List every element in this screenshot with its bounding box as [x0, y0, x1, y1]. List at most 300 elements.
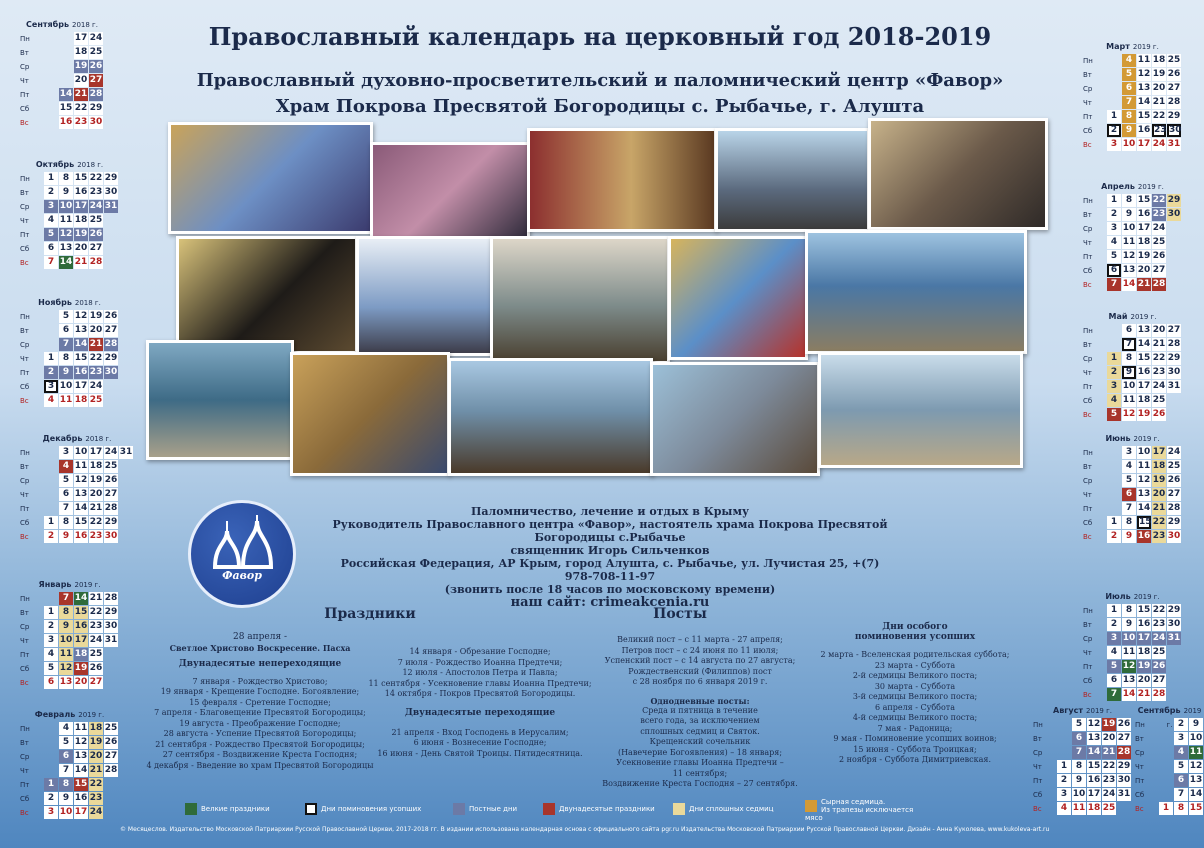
day-cell: [1107, 446, 1121, 459]
weekday-label: Вс: [20, 679, 29, 687]
day-cell: 16: [59, 117, 73, 127]
day-cell: 30: [1167, 531, 1181, 541]
holidays-title: Праздники: [324, 606, 416, 622]
day-cell: 6: [1122, 324, 1136, 337]
day-cell: 15: [74, 517, 88, 527]
fasts-list: [585, 635, 815, 688]
day-cell: 30: [1167, 367, 1181, 377]
day-cell: 16: [1137, 531, 1151, 541]
month-calendar: [1083, 432, 1182, 544]
day-cell: [1107, 82, 1121, 95]
day-cell: 2: [44, 530, 58, 543]
day-cell: 1: [44, 352, 58, 365]
weekday-label: Пт: [1083, 253, 1093, 261]
day-cell: 5: [1107, 408, 1121, 421]
day-cell: 15: [1137, 111, 1151, 121]
day-cell: 16: [74, 621, 88, 631]
organization-heading: [0, 68, 1200, 120]
day-cell: 20: [89, 751, 103, 761]
month-title: Сентябрь 2019 г.: [1137, 706, 1202, 729]
day-cell: 8: [59, 352, 73, 365]
week-row: [1135, 788, 1204, 802]
day-cell: [1057, 746, 1071, 759]
day-cell: 10: [59, 807, 73, 817]
day-cell: 27: [1167, 325, 1181, 335]
day-cell: 4: [1107, 236, 1121, 249]
day-cell: 18: [74, 47, 88, 57]
week-row: [20, 764, 119, 778]
weekday-label: Пт: [1083, 113, 1093, 121]
weekday-label: Пн: [1083, 197, 1093, 205]
day-cell: [1107, 68, 1121, 81]
day-cell: 11: [74, 461, 88, 471]
day-cell: [1167, 660, 1181, 673]
day-cell: 7: [1072, 746, 1086, 759]
day-cell: 2: [44, 366, 58, 379]
week-row: [1083, 110, 1182, 124]
call-time-note: (звонить после 18 часов по московскому времени): [444, 583, 776, 596]
day-cell: 16: [74, 187, 88, 197]
weekday-label: Пт: [20, 91, 30, 99]
month-calendar: [1135, 704, 1204, 816]
legend-cheese: Сырная седмица. Из трапезы исключается мясо: [805, 798, 914, 822]
day-cell: 25: [1152, 237, 1166, 247]
month-title: Февраль 2019 г.: [34, 710, 105, 719]
day-cell: 13: [1087, 733, 1101, 743]
day-cell: 16: [1137, 619, 1151, 629]
day-cell: 22: [1152, 517, 1166, 527]
easter-date: 28 апреля -: [232, 632, 288, 642]
week-row: [20, 722, 119, 736]
day-cell: 3: [44, 806, 58, 819]
day-cell: 5: [1072, 718, 1086, 731]
day-cell: [44, 750, 58, 763]
day-cell: 27: [89, 243, 103, 253]
week-row: [1083, 68, 1182, 82]
legend-fast: Постные дни: [453, 803, 517, 815]
day-cell: 4: [1107, 394, 1121, 407]
day-cell: 4: [59, 460, 73, 473]
day-cell: 2: [1057, 774, 1071, 787]
weekday-label: Ср: [20, 623, 30, 631]
day-cell: 25: [89, 395, 103, 405]
day-cell: 3: [1107, 632, 1121, 645]
day-cell: 20: [1152, 83, 1166, 93]
weekday-label: Сб: [1083, 397, 1093, 405]
day-cell: 9: [1122, 530, 1136, 543]
day-cell: 7: [1122, 338, 1136, 351]
day-cell: 7: [1122, 96, 1136, 109]
day-cell: 24: [89, 33, 103, 43]
weekday-label: Пт: [1083, 663, 1093, 671]
day-cell: 31: [1167, 139, 1181, 149]
week-row: [20, 394, 119, 408]
day-cell: 26: [104, 311, 118, 321]
day-cell: [1107, 474, 1121, 487]
day-cell: 11: [1122, 395, 1136, 405]
day-cell: 31: [1117, 789, 1131, 799]
day-cell: 13: [1122, 675, 1136, 685]
day-cell: 15: [1087, 761, 1101, 771]
fixed-holidays-title: Двунадесятые непереходящие: [178, 658, 342, 669]
weekday-label: Ср: [1083, 477, 1093, 485]
month-title: Декабрь 2018 г.: [42, 434, 112, 443]
day-cell: 19: [1137, 661, 1151, 671]
day-cell: 5: [59, 736, 73, 749]
day-cell: 27: [1152, 675, 1166, 685]
day-cell: [119, 530, 133, 543]
day-cell: 17: [89, 447, 103, 457]
day-cell: 4: [44, 648, 58, 661]
legend: [185, 797, 945, 821]
week-row: [20, 242, 119, 256]
day-cell: 6: [59, 750, 73, 763]
list-item: 11 сентября - Усекновение главы Иоанна Предтечи;: [368, 678, 592, 688]
day-cell: 24: [89, 381, 103, 391]
oneday-fasts-list: [585, 706, 815, 790]
church-domes-icon: [205, 515, 281, 571]
day-cell: 1: [1159, 802, 1173, 815]
week-row: [20, 310, 119, 324]
day-cell: [1107, 338, 1121, 351]
day-cell: 15: [74, 607, 88, 617]
day-cell: [1167, 394, 1181, 407]
week-row: [20, 214, 119, 228]
month-title: Ноябрь 2018 г.: [38, 298, 101, 307]
day-cell: 10: [1122, 223, 1136, 233]
list-item: 7 июля - Рождество Иоанна Предтечи;: [397, 657, 563, 667]
day-cell: [44, 460, 58, 473]
day-cell: 12: [74, 737, 88, 747]
day-cell: 9: [1122, 366, 1136, 379]
day-cell: 20: [1137, 265, 1151, 275]
weekday-label: Вт: [1083, 621, 1092, 629]
temple-line: Храм Покрова Пресвятой Богородицы с. Рыбачье, г. Алушта: [275, 96, 925, 117]
day-cell: [104, 806, 118, 819]
weekday-label: Вт: [1033, 735, 1042, 743]
weekday-label: Вт: [20, 327, 29, 335]
day-cell: 27: [1167, 489, 1181, 499]
day-cell: 22: [74, 103, 88, 113]
day-cell: 10: [74, 447, 88, 457]
day-cell: 13: [1137, 325, 1151, 335]
day-cell: 18: [89, 461, 103, 471]
day-cell: 9: [59, 366, 73, 379]
day-cell: 6: [44, 242, 58, 255]
weekday-label: Вт: [20, 463, 29, 471]
day-cell: [119, 474, 133, 487]
day-cell: 30: [104, 621, 118, 631]
week-row: [20, 502, 134, 516]
day-cell: 10: [1122, 381, 1136, 391]
day-cell: 13: [74, 325, 88, 335]
day-cell: 18: [1087, 803, 1101, 813]
day-cell: 14: [1087, 747, 1101, 757]
weekday-label: Чт: [20, 77, 29, 85]
month-calendar: [20, 708, 119, 820]
weekday-label: Пн: [20, 449, 30, 457]
other-holidays-list: [360, 647, 600, 700]
day-cell: 3: [1107, 138, 1121, 151]
day-cell: 20: [1152, 325, 1166, 335]
day-cell: [44, 736, 58, 749]
day-cell: 18: [74, 649, 88, 659]
fasts-title: Посты: [653, 606, 707, 622]
day-cell: 3: [44, 380, 58, 393]
photo-procession-ship: [448, 358, 653, 476]
week-row: [20, 256, 119, 270]
photo-blessing-crowd: [650, 362, 820, 476]
weekday-label: Чт: [1083, 239, 1092, 247]
list-item: Воздвижение Креста Господня – 27 сентября.: [602, 779, 798, 788]
day-cell: 28: [104, 339, 118, 349]
day-cell: 27: [104, 325, 118, 335]
day-cell: 12: [59, 663, 73, 673]
day-cell: 14: [1122, 689, 1136, 699]
day-cell: 12: [1137, 475, 1151, 485]
day-cell: 7: [1107, 688, 1121, 701]
week-row: [20, 634, 119, 648]
day-cell: [44, 446, 58, 459]
day-cell: 15: [59, 103, 73, 113]
day-cell: 31: [104, 635, 118, 645]
day-cell: 25: [104, 723, 118, 733]
day-cell: 16: [74, 367, 88, 377]
day-cell: [104, 380, 118, 393]
day-cell: 24: [1152, 139, 1166, 149]
day-cell: 15: [74, 353, 88, 363]
address-line: Российская Федерация, АР Крым, город Алушта, с. Рыбачье, ул. Лучистая 25, +(7) 978-708-11-97: [340, 557, 880, 583]
day-cell: 5: [1107, 660, 1121, 673]
day-cell: 1: [1107, 194, 1121, 207]
month-calendar: [20, 578, 119, 690]
website-link[interactable]: наш сайт: crimeakcenia.ru: [510, 595, 710, 610]
day-cell: 17: [74, 807, 88, 817]
easter-name: Светлое Христово Воскресение. Пасха: [169, 642, 351, 653]
week-row: [20, 488, 134, 502]
week-row: [1083, 632, 1182, 646]
weekday-label: Ср: [1083, 85, 1093, 93]
weekday-label: Пн: [1033, 721, 1043, 729]
weekday-label: Ср: [1083, 635, 1093, 643]
day-cell: 9: [59, 530, 73, 543]
week-row: [20, 116, 104, 130]
memorial-block: [805, 622, 1025, 766]
day-cell: [1167, 646, 1181, 659]
day-cell: 8: [59, 606, 73, 619]
day-cell: 29: [1167, 111, 1181, 121]
weekday-label: Сб: [1135, 791, 1145, 799]
day-cell: 3: [1057, 788, 1071, 801]
day-cell: 25: [1102, 803, 1116, 813]
day-cell: 21: [1152, 97, 1166, 107]
weekday-label: Сб: [1083, 127, 1093, 135]
month-calendar: [1083, 590, 1182, 702]
day-cell: [44, 60, 58, 73]
day-cell: 24: [89, 201, 103, 211]
day-cell: 14: [74, 593, 88, 603]
day-cell: 23: [89, 793, 103, 803]
weekday-label: Ср: [1033, 749, 1043, 757]
list-item: 2 марта - Вселенская родительская суббота;: [820, 650, 1010, 659]
day-cell: 23: [1152, 619, 1166, 629]
week-row: [1033, 732, 1132, 746]
week-row: [20, 380, 119, 394]
week-row: [1083, 194, 1182, 208]
day-cell: 28: [1117, 747, 1131, 757]
month-title: Сентябрь 2018 г.: [26, 20, 98, 29]
day-cell: 5: [1107, 250, 1121, 263]
weekday-label: Чт: [1083, 369, 1092, 377]
day-cell: 2: [1107, 366, 1121, 379]
weekday-label: Пн: [20, 175, 30, 183]
day-cell: 16: [74, 531, 88, 541]
photo-hall-meeting: [370, 142, 530, 242]
day-cell: 6: [1107, 674, 1121, 687]
day-cell: 20: [89, 489, 103, 499]
weekday-label: Чт: [1083, 649, 1092, 657]
day-cell: 19: [74, 663, 88, 673]
day-cell: 7: [59, 764, 73, 777]
day-cell: 5: [59, 310, 73, 323]
day-cell: 4: [59, 722, 73, 735]
day-cell: 17: [74, 201, 88, 211]
day-cell: 12: [59, 229, 73, 239]
week-row: [20, 516, 134, 530]
day-cell: 16: [1137, 367, 1151, 377]
weekday-label: Вс: [20, 259, 29, 267]
photo-priest-icon: [527, 128, 717, 232]
week-row: [1083, 646, 1182, 660]
moving-holidays-list: [360, 728, 600, 760]
week-row: [1135, 746, 1204, 760]
priest-name: священник Игорь Сильченков: [510, 544, 710, 557]
weekday-label: Вс: [1033, 805, 1042, 813]
weekday-label: Чт: [1083, 99, 1092, 107]
weekday-label: Пт: [20, 781, 30, 789]
page-title: Православный календарь на церковный год 2018-2019: [208, 22, 992, 51]
month-title: Июнь 2019 г.: [1105, 434, 1160, 443]
week-row: [1083, 82, 1182, 96]
day-cell: [1057, 718, 1071, 731]
week-row: [20, 662, 119, 676]
day-cell: [44, 88, 58, 101]
weekday-label: Вт: [1083, 341, 1092, 349]
week-row: [1083, 124, 1182, 138]
day-cell: 25: [1152, 647, 1166, 657]
weekday-label: Пт: [20, 369, 30, 377]
day-cell: 28: [1167, 97, 1181, 107]
day-cell: 24: [1102, 789, 1116, 799]
week-row: [1135, 732, 1204, 746]
month-title: Январь 2019 г.: [38, 580, 101, 589]
week-row: [1083, 502, 1182, 516]
day-cell: 26: [1152, 409, 1166, 419]
day-cell: [104, 676, 118, 689]
day-cell: 20: [74, 75, 88, 85]
day-cell: [119, 488, 133, 501]
day-cell: 12: [74, 311, 88, 321]
weekday-label: Пт: [1033, 777, 1043, 785]
day-cell: 18: [1137, 395, 1151, 405]
day-cell: 13: [1189, 775, 1203, 785]
day-cell: 23: [1102, 775, 1116, 785]
day-cell: 14: [74, 765, 88, 775]
week-row: [20, 446, 134, 460]
month-title: Март 2019 г.: [1106, 42, 1159, 51]
list-item: 4 декабря - Введение во храм Пресвятой Богородицы: [146, 760, 374, 770]
weekday-label: Пн: [1083, 327, 1093, 335]
weekday-label: Чт: [1083, 491, 1092, 499]
day-cell: [59, 60, 73, 73]
moving-holidays-title: Двунадесятые переходящие: [404, 707, 556, 718]
week-row: [1083, 54, 1182, 68]
day-cell: 24: [89, 635, 103, 645]
day-cell: 7: [1174, 788, 1188, 801]
weekday-label: Пн: [1135, 721, 1145, 729]
day-cell: [104, 228, 118, 241]
day-cell: 5: [1122, 474, 1136, 487]
day-cell: 29: [89, 103, 103, 113]
day-cell: 13: [74, 751, 88, 761]
week-row: [20, 474, 134, 488]
month-calendar: [20, 432, 134, 544]
day-cell: 10: [1072, 789, 1086, 799]
day-cell: 27: [104, 751, 118, 761]
day-cell: 7: [44, 256, 58, 269]
weekday-label: Ср: [20, 63, 30, 71]
photo-church-interior: [290, 352, 450, 476]
day-cell: 11: [59, 215, 73, 225]
day-cell: 11: [1122, 237, 1136, 247]
day-cell: 27: [1167, 83, 1181, 93]
day-cell: 2: [44, 186, 58, 199]
day-cell: [104, 792, 118, 805]
day-cell: 6: [59, 488, 73, 501]
day-cell: 26: [104, 475, 118, 485]
day-cell: 9: [1072, 774, 1086, 787]
day-cell: 5: [1174, 760, 1188, 773]
pilgrimage-line: Паломничество, лечение и отдых в Крыму: [470, 505, 750, 518]
day-cell: [1167, 674, 1181, 687]
day-cell: 10: [1122, 139, 1136, 149]
day-cell: 26: [1167, 69, 1181, 79]
weekday-label: Чт: [1033, 763, 1042, 771]
day-cell: 14: [1137, 97, 1151, 107]
day-cell: 27: [1152, 265, 1166, 275]
day-cell: 6: [1107, 264, 1121, 277]
photo-church-group: [490, 236, 670, 364]
day-cell: 2: [44, 792, 58, 805]
week-row: [1083, 138, 1182, 152]
list-item: Успенский пост – с 14 августа по 27 августа;: [604, 656, 796, 665]
day-cell: 22: [1102, 761, 1116, 771]
week-row: [1083, 688, 1182, 702]
day-cell: 11: [59, 395, 73, 405]
day-cell: 31: [1167, 381, 1181, 391]
day-cell: 1: [1107, 604, 1121, 617]
week-row: [20, 324, 119, 338]
weekday-label: Вт: [20, 49, 29, 57]
day-cell: [1159, 788, 1173, 801]
week-row: [1083, 96, 1182, 110]
day-cell: 28: [104, 503, 118, 513]
day-cell: 22: [1152, 605, 1166, 615]
day-cell: 7: [59, 338, 73, 351]
day-cell: 10: [59, 381, 73, 391]
weekday-label: Пт: [1083, 383, 1093, 391]
day-cell: 3: [44, 634, 58, 647]
